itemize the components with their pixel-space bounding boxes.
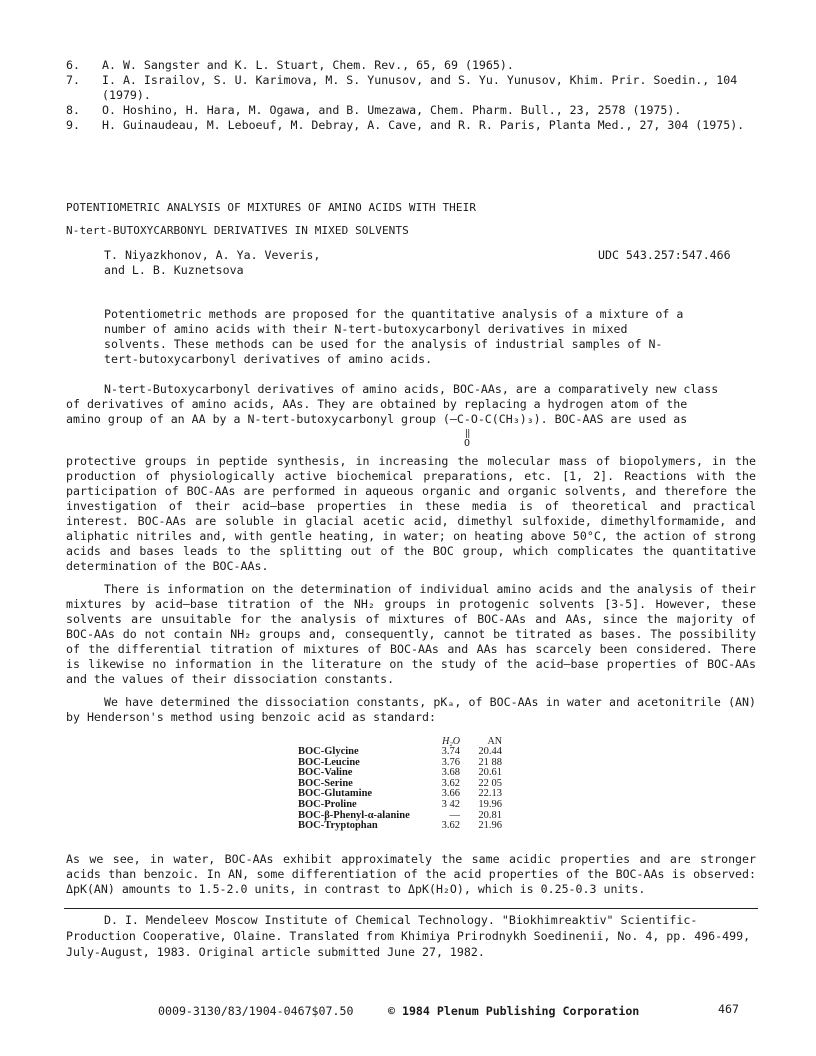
copyright-notice: © 1984 Plenum Publishing Corporation xyxy=(388,1004,640,1018)
reference-text: I. A. Israilov, S. U. Karimova, M. S. Yunusov, and S. Yu. Yunusov, Khim. Prir. Soedin., 104 (1979). xyxy=(102,73,738,102)
compound-name: BOC-Valine xyxy=(298,767,353,779)
pka-an: 21 88 xyxy=(478,756,502,768)
footnote: D. I. Mendeleev Moscow Institute of Chemical Technology. "Biokhimreaktiv" Scientific-Production Cooperative, Olaine. Translated from Khimiya Prirodnykh Soedinenii, No. 4, pp. 496-499, July-August, 1983. Original article submitted June 27, 1982. xyxy=(66,913,751,959)
compound-name: BOC-Proline xyxy=(298,798,357,810)
compound-name: BOC-Serine xyxy=(298,777,353,789)
reference-text: H. Guinaudeau, M. Leboeuf, M. Debray, A. Cave, and R. R. Paris, Planta Med., 27, 304 (1975). xyxy=(102,118,745,132)
reference-item xyxy=(66,103,762,118)
carbonyl-oxygen: O xyxy=(464,438,471,449)
pka-h2o: 3 42 xyxy=(441,798,460,810)
compound-name: BOC-Tryptophan xyxy=(298,820,378,832)
paragraph-4: As we see, in water, BOC-AAs exhibit approximately the same acidic properties and are stronger acids than benzoic. In AN, some differentiation of the acid properties of the BOC-AAs is observed: ΔpK(AN) amounts to 1.5-2.0 units, in contrast to ΔpK(H₂O), which is 0.25-0.3 units. xyxy=(66,852,756,896)
pka-h2o: 3.76 xyxy=(441,756,460,768)
column-header-h2o: H₂O xyxy=(442,736,460,747)
title-line-2: N-tert-BUTOXYCARBONYL DERIVATIVES IN MIXED SOLVENTS xyxy=(66,224,409,237)
compound-name: BOC-Leucine xyxy=(298,756,360,768)
compound-name: BOC-Glutamine xyxy=(298,788,373,800)
paragraph-1-line-1: N-tert-Butoxycarbonyl derivatives of amino acids, BOC-AAs, are a comparatively new class xyxy=(104,382,719,396)
reference-number: 7. xyxy=(66,73,80,87)
reference-text: O. Hoshino, H. Hara, M. Ogawa, and B. Umezawa, Chem. Pharm. Bull., 23, 2578 (1975). xyxy=(102,103,682,117)
reference-number: 6. xyxy=(66,58,80,72)
reference-item xyxy=(66,73,762,103)
pka-an: 22.13 xyxy=(478,788,502,800)
reference-list xyxy=(66,58,762,133)
column-header-an: AN xyxy=(487,736,502,747)
paragraph-3: We have determined the dissociation constants, pKₐ, of BOC-AAs in water and acetonitrile (AN) by Henderson's method using benzoic acid as standard: xyxy=(66,695,756,724)
abstract: Potentiometric methods are proposed for the quantitative analysis of a mixture of a number of amino acids with their N-tert-butoxycarbonyl derivatives in mixed solvents. These methods can be used for the analysis of industrial samples of N-tert-butoxycarbonyl derivatives of amino acids. xyxy=(104,307,684,366)
compound-name: BOC-β-Phenyl-α-alanine xyxy=(298,809,410,821)
footnote-divider xyxy=(64,908,758,909)
pka-table xyxy=(298,736,506,832)
pka-h2o: 3.68 xyxy=(441,767,460,779)
reference-number: 9. xyxy=(66,118,80,132)
pka-h2o: 3.74 xyxy=(441,746,460,757)
page-number: 467 xyxy=(718,1002,739,1016)
table-row xyxy=(298,747,506,758)
pka-h2o: — xyxy=(449,809,460,821)
pka-an: 22 05 xyxy=(478,777,502,789)
pka-an: 20.44 xyxy=(478,746,502,757)
pka-h2o: 3.62 xyxy=(441,777,460,789)
reference-text: A. W. Sangster and K. L. Stuart, Chem. Rev., 65, 69 (1965). xyxy=(102,58,514,72)
journal-code: 0009-3130/83/1904-0467$07.50 xyxy=(158,1004,354,1018)
reference-number: 8. xyxy=(66,103,80,117)
reference-item xyxy=(66,58,762,73)
title-line-1: POTENTIOMETRIC ANALYSIS OF MIXTURES OF AMINO ACIDS WITH THEIR xyxy=(66,201,477,214)
pka-h2o: 3.66 xyxy=(441,788,460,800)
paragraph-2: There is information on the determination of individual amino acids and the analysis of their mixtures by acid—base titration of the NH₂ groups in protogenic solvents [3-5]. However, these solvents are unsuitable for the analysis of mixtures of BOC-AAs and AAs, since the majority of BOC-AAs do not contain NH₂ groups and, consequently, cannot be titrated as bases. The possibility of the differential titration of mixtures of BOC-AAs and AAs has scarcely been considered. There is likewise no information in the literature on the study of the acid—base properties of BOC-AAs and the values of their dissociation constants. xyxy=(66,582,756,686)
carbonyl-double-bond: ‖ xyxy=(465,429,471,439)
authors-line-2: and L. B. Kuznetsova xyxy=(104,263,244,277)
pka-an: 20.61 xyxy=(478,767,502,779)
pka-h2o: 3.62 xyxy=(441,820,460,832)
article-title xyxy=(66,196,476,242)
paragraph-1-line-2: of derivatives of amino acids, AAs. They are obtained by replacing a hydrogen atom of the xyxy=(66,397,688,411)
paragraph-1-continuation: protective groups in peptide synthesis, in increasing the molecular mass of biopolymers, in the production of physiologically active biochemical preparations, etc. [1, 2]. Reactions with the participation of BOC-AAs are performed in aqueous organic and organic solvents, and therefore the investigation of their acid—base properties in these media is of theoretical and practical interest. BOC-AAs are soluble in glacial acetic acid, dimethyl sulfoxide, dimethylformamide, and aliphatic nitriles and, with gentle heating, in water; on heating above 50°C, the action of strong acids and bases leads to the splitting out of the BOC group, which complicates the quantitative determination of the BOC-AAs. xyxy=(66,454,756,573)
compound-name: BOC-Glycine xyxy=(298,746,359,757)
reference-item xyxy=(66,118,762,133)
udc-code: UDC 543.257:547.466 xyxy=(598,248,731,262)
authors-line-1: T. Niyazkhonov, A. Ya. Veveris, xyxy=(104,248,321,262)
table-row xyxy=(298,821,506,832)
pka-an: 19.96 xyxy=(478,798,502,810)
table-row xyxy=(298,800,506,811)
pka-an: 20.81 xyxy=(478,809,502,821)
author-list xyxy=(104,248,320,278)
pka-an: 21.96 xyxy=(478,820,502,832)
paragraph-1-line-3: amino group of an AA by a N-tert-butoxycarbonyl group (—C-O-C(CH₃)₃). BOC-AAS are used as xyxy=(66,412,688,426)
